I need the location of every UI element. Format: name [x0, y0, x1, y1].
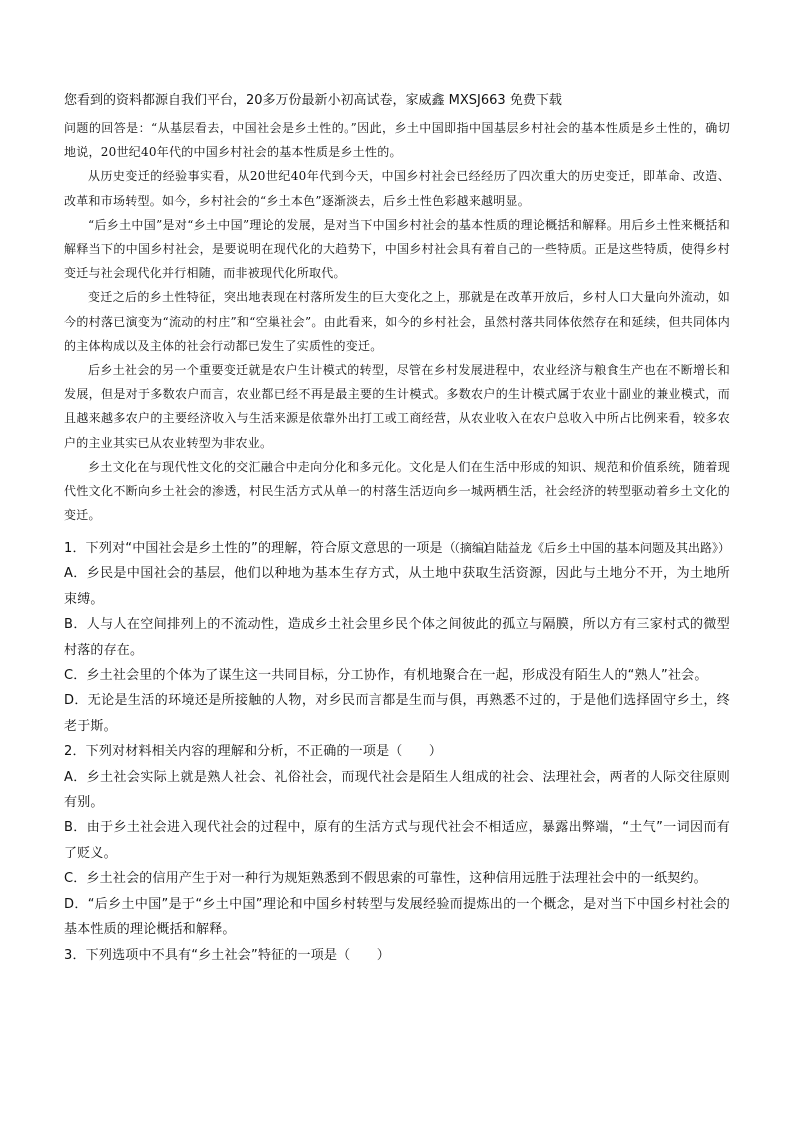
passage-paragraph: 后乡土社会的另一个重要变迁就是农户生计模式的转型，尽管在乡村发展进程中，农业经济与粮食生产也在不断增长和发展，但是对于多数农户而言，农业都已经不再是最主要的生计模式。多数农户的生计模式属于农业十副业的兼业模式，而且越来越多农户的主要经济收入与生活来源是依靠外出打工或工商经营，从农业收入在农户总收入中所占比例来看，较多农户的主业其实已从农业转型为非农业。	[64, 363, 730, 450]
passage-paragraph: 乡土文化在与现代性文化的交汇融合中走向分化和多元化。文化是人们在生活中形成的知识、规范和价值系统，随着现代性文化不断向乡土社会的渗透，村民生活方式从单一的村落生活迈向乡一城两栖生活，社会经济的转型驱动着乡土文化的变迁。	[64, 459, 730, 523]
source-citation: （摘编自陆益龙《后乡土中国的基本问题及其出路》）	[447, 541, 730, 555]
passage-paragraph: 变迁之后的乡土性特征，突出地表现在村落所发生的巨大变化之上，那就是在改革开放后，乡村人口大量向外流动，如今的村落已演变为“流动的村庄”和“空巢社会”。由此看来，如今的乡村社会，虽然村落共同体依然存在和延续，但共同体内的主体构成以及主体的社会行动都已发生了实质性的变迁。	[64, 290, 730, 353]
reading-passage	[64, 116, 730, 527]
promo-header: 您看到的资料都源自我们平台，20多万份最新小初高试卷，家威鑫 MXSJ663 免费下载	[64, 93, 562, 108]
answer-option: C．乡土社会的信用产生于对一种行为规矩熟悉到不假思索的可靠性，这种信用远胜于法理社会中的一纸契约。	[64, 871, 707, 887]
answer-option: B．由于乡土社会进入现代社会的过程中，原有的生活方式与现代社会不相适应，暴露出弊端，“土气”一词因而有了贬义。	[64, 820, 730, 861]
answer-option: A．乡民是中国社会的基层，他们以种地为基本生存方式，从土地中获取生活资源，因此与土地分不开，为土地所束缚。	[64, 566, 730, 607]
question-stem: 3．下列选项中不具有“乡土社会”特征的一项是（ ）	[64, 947, 390, 963]
question-list	[64, 536, 730, 968]
passage-paragraph: “后乡土中国”是对“乡土中国”理论的发展，是对当下中国乡村社会的基本性质的理论概括和解释。用后乡土性来概括和解释当下的中国乡村社会，是要说明在现代化的大趋势下，中国乡村社会具有着自己的一些特质。正是这些特质，使得乡村变迁与社会现代化并行相随，而非被现代化所取代。	[64, 217, 730, 281]
question-stem: 1．下列对“中国社会是乡土性的”的理解，符合原文意思的一项是（ ）	[64, 541, 496, 556]
answer-option: D．“后乡土中国”是于“乡土中国”理论和中国乡村转型与发展经验而提炼出的一个概念，是对当下中国乡村社会的基本性质的理论概括和解释。	[64, 896, 730, 938]
answer-option: D．无论是生活的环境还是所接触的人物，对乡民而言都是生而与俱，再熟悉不过的，于是他们选择固守乡土，终老于斯。	[64, 693, 730, 734]
answer-option: C．乡土社会里的个体为了谋生这一共同目标，分工协作，有机地聚合在一起，形成没有陌生人的“熟人”社会。	[64, 668, 708, 684]
passage-paragraph: 问题的回答是：“从基层看去，中国社会是乡土性的。”因此，乡土中国即指中国基层乡村社会的基本性质是乡土性的，确切地说，20世纪40年代的中国乡村社会的基本性质是乡土性的。	[64, 121, 730, 160]
answer-option: B．人与人在空间排列上的不流动性，造成乡土社会里乡民个体之间彼此的孤立与隔膜，所以方有三家村式的微型村落的存在。	[64, 617, 730, 658]
question-stem: 2．下列对材料相关内容的理解和分析，不正确的一项是（ ）	[64, 744, 443, 760]
passage-paragraph: 从历史变迁的经验事实看，从20世纪40年代到今天，中国乡村社会已经经历了四次重大的历史变迁，即革命、改造、改革和市场转型。如今，乡村社会的“乡土本色”逐渐淡去，后乡土性色彩越来越明显。	[64, 169, 730, 208]
answer-option: A．乡土社会实际上就是熟人社会、礼俗社会，而现代社会是陌生人组成的社会、法理社会，两者的人际交往原则有别。	[64, 769, 730, 811]
